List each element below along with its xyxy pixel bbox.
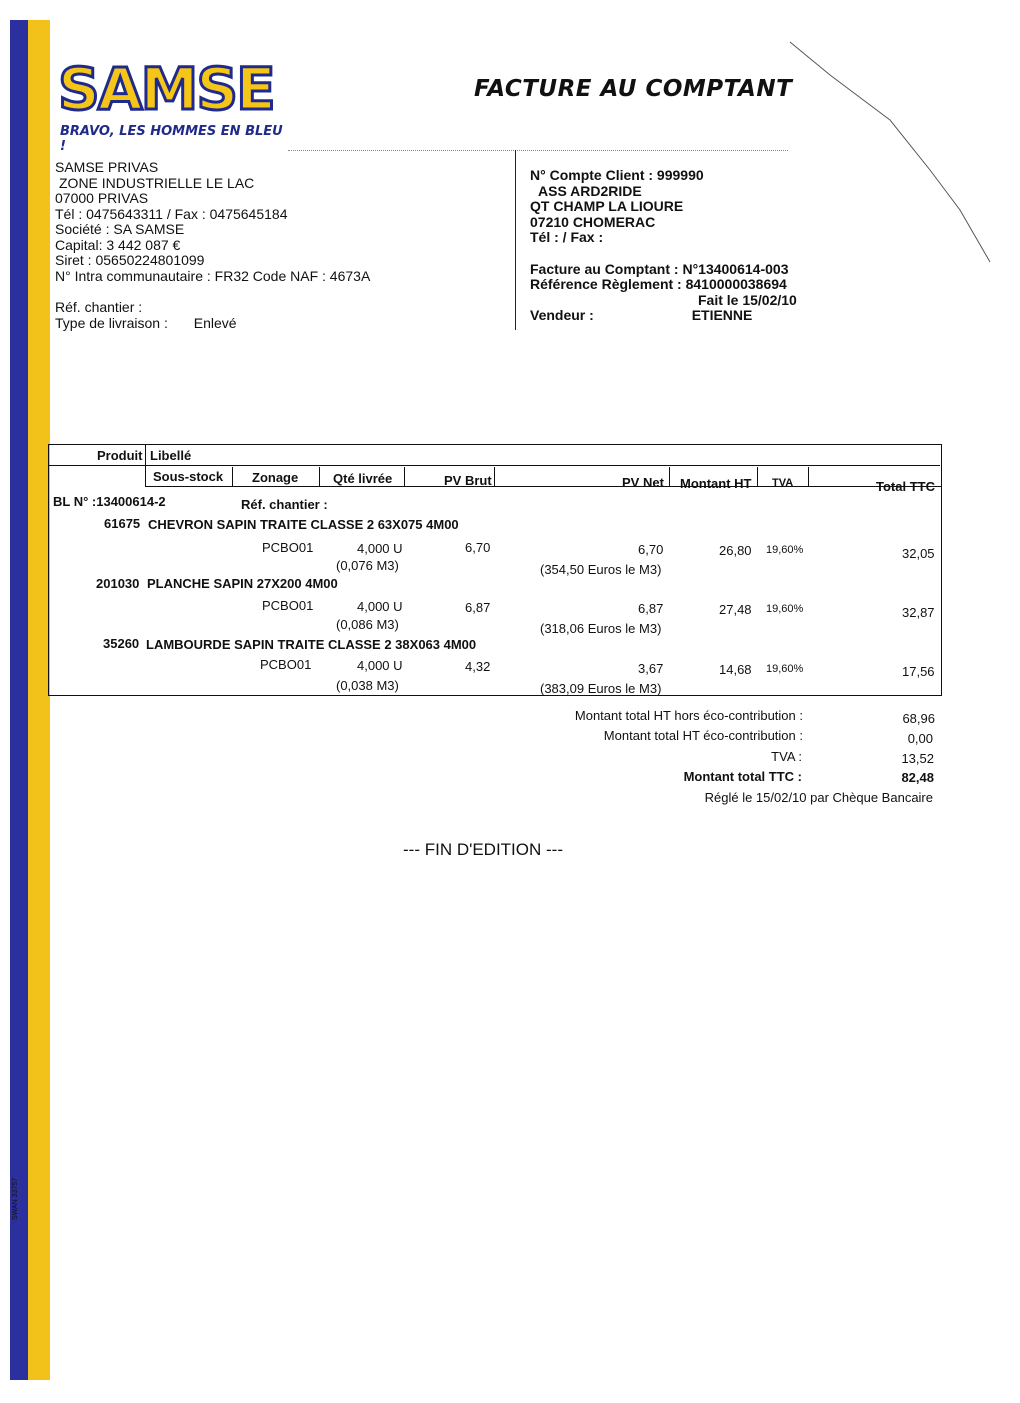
vendeur-label: Vendeur : bbox=[530, 307, 594, 323]
total-tva-label: TVA : bbox=[771, 749, 802, 764]
vendeur-value: ETIENNE bbox=[691, 307, 753, 323]
client-line: Tél : / Fax : bbox=[530, 229, 604, 245]
total-ht-hors-eco-value: 68,96 bbox=[902, 711, 935, 726]
seller-line: Siret : 05650224801099 bbox=[55, 252, 205, 268]
torn-corner bbox=[770, 0, 1020, 270]
row-1-label: CHEVRON SAPIN TRAITE CLASSE 2 63X075 4M00 bbox=[148, 517, 459, 532]
row-1-pv-brut: 6,70 bbox=[465, 540, 491, 555]
row-3-montant-ht: 14,68 bbox=[719, 662, 752, 677]
seller-line: SAMSE PRIVAS bbox=[55, 159, 159, 175]
row-1-tva: 19,60% bbox=[766, 544, 804, 556]
header-divider bbox=[515, 150, 516, 330]
header-pv-brut: PV Brut bbox=[444, 473, 492, 488]
row-3-label: LAMBOURDE SAPIN TRAITE CLASSE 2 38X063 4M00 bbox=[146, 637, 477, 652]
row-2-code: 201030 bbox=[96, 576, 140, 591]
client-line: ASS ARD2RIDE bbox=[538, 182, 642, 199]
client-line: 07210 CHOMERAC bbox=[530, 213, 656, 230]
header-pv-net: PV Net bbox=[622, 475, 664, 490]
type-livraison-value: Enlevé bbox=[193, 314, 237, 331]
client-account: N° Compte Client : 999990 bbox=[530, 167, 704, 183]
invoice-number: Facture au Comptant : N°13400614-003 bbox=[530, 260, 789, 277]
bl-ref-chantier: Réf. chantier : bbox=[241, 497, 328, 512]
payment-note: Réglé le 15/02/10 par Chèque Bancaire bbox=[704, 790, 933, 805]
header-qte: Qté livrée bbox=[333, 471, 393, 486]
total-ht-hors-eco-label: Montant total HT hors éco-contribution : bbox=[574, 708, 803, 723]
row-3-pv-brut: 4,32 bbox=[465, 659, 491, 674]
header-libelle: Libellé bbox=[150, 448, 192, 463]
total-tva-value: 13,52 bbox=[901, 751, 934, 766]
row-1-qty: 4,000 U bbox=[357, 541, 403, 556]
row-2-qty: 4,000 U bbox=[357, 599, 403, 614]
row-2-volume: (0,086 M3) bbox=[336, 617, 399, 632]
header-produit: Produit bbox=[97, 448, 143, 463]
row-3-code: 35260 bbox=[103, 636, 140, 651]
seller-line: N° Intra communautaire : FR32 Code NAF : 4673A bbox=[55, 267, 371, 284]
row-2-pv-brut: 6,87 bbox=[465, 600, 491, 615]
client-line: QT CHAMP LA LIOURE bbox=[530, 198, 684, 214]
header-sous-stock: Sous-stock bbox=[153, 469, 224, 484]
row-2-net-note: (318,06 Euros le M3) bbox=[540, 621, 662, 636]
end-of-edition: --- FIN D'EDITION --- bbox=[403, 840, 563, 859]
row-3-tva: 19,60% bbox=[766, 663, 804, 675]
bl-number: BL N° :13400614-2 bbox=[53, 494, 166, 509]
row-3-total-ttc: 17,56 bbox=[902, 664, 935, 679]
row-3-stock: PCBO01 bbox=[260, 657, 312, 672]
type-livraison-row bbox=[55, 316, 370, 332]
row-3-net-note: (383,09 Euros le M3) bbox=[540, 681, 662, 696]
header-total-ttc: Total TTC bbox=[876, 479, 935, 494]
left-blue-stripe bbox=[10, 20, 28, 1380]
row-1-pv-net: 6,70 bbox=[638, 542, 664, 557]
logo-wordmark: SAMSE bbox=[58, 55, 274, 123]
seller-line: Tél : 0475643311 / Fax : 0475645184 bbox=[55, 205, 288, 222]
row-2-pv-net: 6,87 bbox=[638, 601, 664, 616]
row-2-montant-ht: 27,48 bbox=[719, 602, 752, 617]
row-2-total-ttc: 32,87 bbox=[902, 605, 935, 620]
row-1-net-note: (354,50 Euros le M3) bbox=[540, 562, 662, 577]
total-ht-eco-label: Montant total HT éco-contribution : bbox=[603, 728, 803, 743]
row-1-montant-ht: 26,80 bbox=[719, 543, 752, 558]
type-livraison-label: Type de livraison : bbox=[55, 314, 168, 331]
document-title: FACTURE AU COMPTANT bbox=[474, 76, 793, 102]
row-2-label: PLANCHE SAPIN 27X200 4M00 bbox=[147, 576, 338, 591]
row-3-qty: 4,000 U bbox=[357, 658, 403, 673]
ref-chantier-label: Réf. chantier : bbox=[55, 299, 143, 315]
seller-block bbox=[55, 160, 370, 331]
total-ttc-label: Montant total TTC : bbox=[683, 769, 802, 784]
side-code: SWAN 33757 bbox=[12, 1177, 19, 1220]
logo-tagline: BRAVO, LES HOMMES EN BLEU ! bbox=[60, 124, 283, 154]
header-zonage: Zonage bbox=[252, 470, 299, 485]
row-2-stock: PCBO01 bbox=[262, 598, 314, 613]
row-2-tva: 19,60% bbox=[766, 603, 804, 615]
header-montant-ht: Montant HT bbox=[680, 476, 752, 491]
left-yellow-stripe bbox=[28, 20, 50, 1380]
row-1-stock: PCBO01 bbox=[262, 540, 314, 555]
payment-reference: Référence Règlement : 8410000038694 bbox=[530, 276, 787, 292]
row-3-volume: (0,038 M3) bbox=[336, 678, 399, 693]
seller-line: Capital: 3 442 087 € bbox=[55, 236, 181, 253]
row-3-pv-net: 3,67 bbox=[638, 661, 664, 676]
samse-logo bbox=[58, 55, 288, 154]
total-ht-eco-value: 0,00 bbox=[907, 731, 933, 746]
row-1-total-ttc: 32,05 bbox=[902, 546, 935, 561]
header-tva: TVA bbox=[772, 477, 794, 489]
row-1-volume: (0,076 M3) bbox=[336, 558, 399, 573]
vendeur-row bbox=[530, 308, 797, 324]
seller-line: ZONE INDUSTRIELLE LE LAC bbox=[59, 174, 255, 191]
invoice-date: Fait le 15/02/10 bbox=[698, 291, 797, 308]
total-ttc-value: 82,48 bbox=[901, 770, 934, 785]
seller-line: 07000 PRIVAS bbox=[55, 190, 149, 206]
seller-line: Société : SA SAMSE bbox=[55, 221, 185, 237]
row-1-code: 61675 bbox=[104, 516, 141, 531]
header-rule bbox=[288, 150, 788, 151]
client-block bbox=[530, 168, 797, 324]
